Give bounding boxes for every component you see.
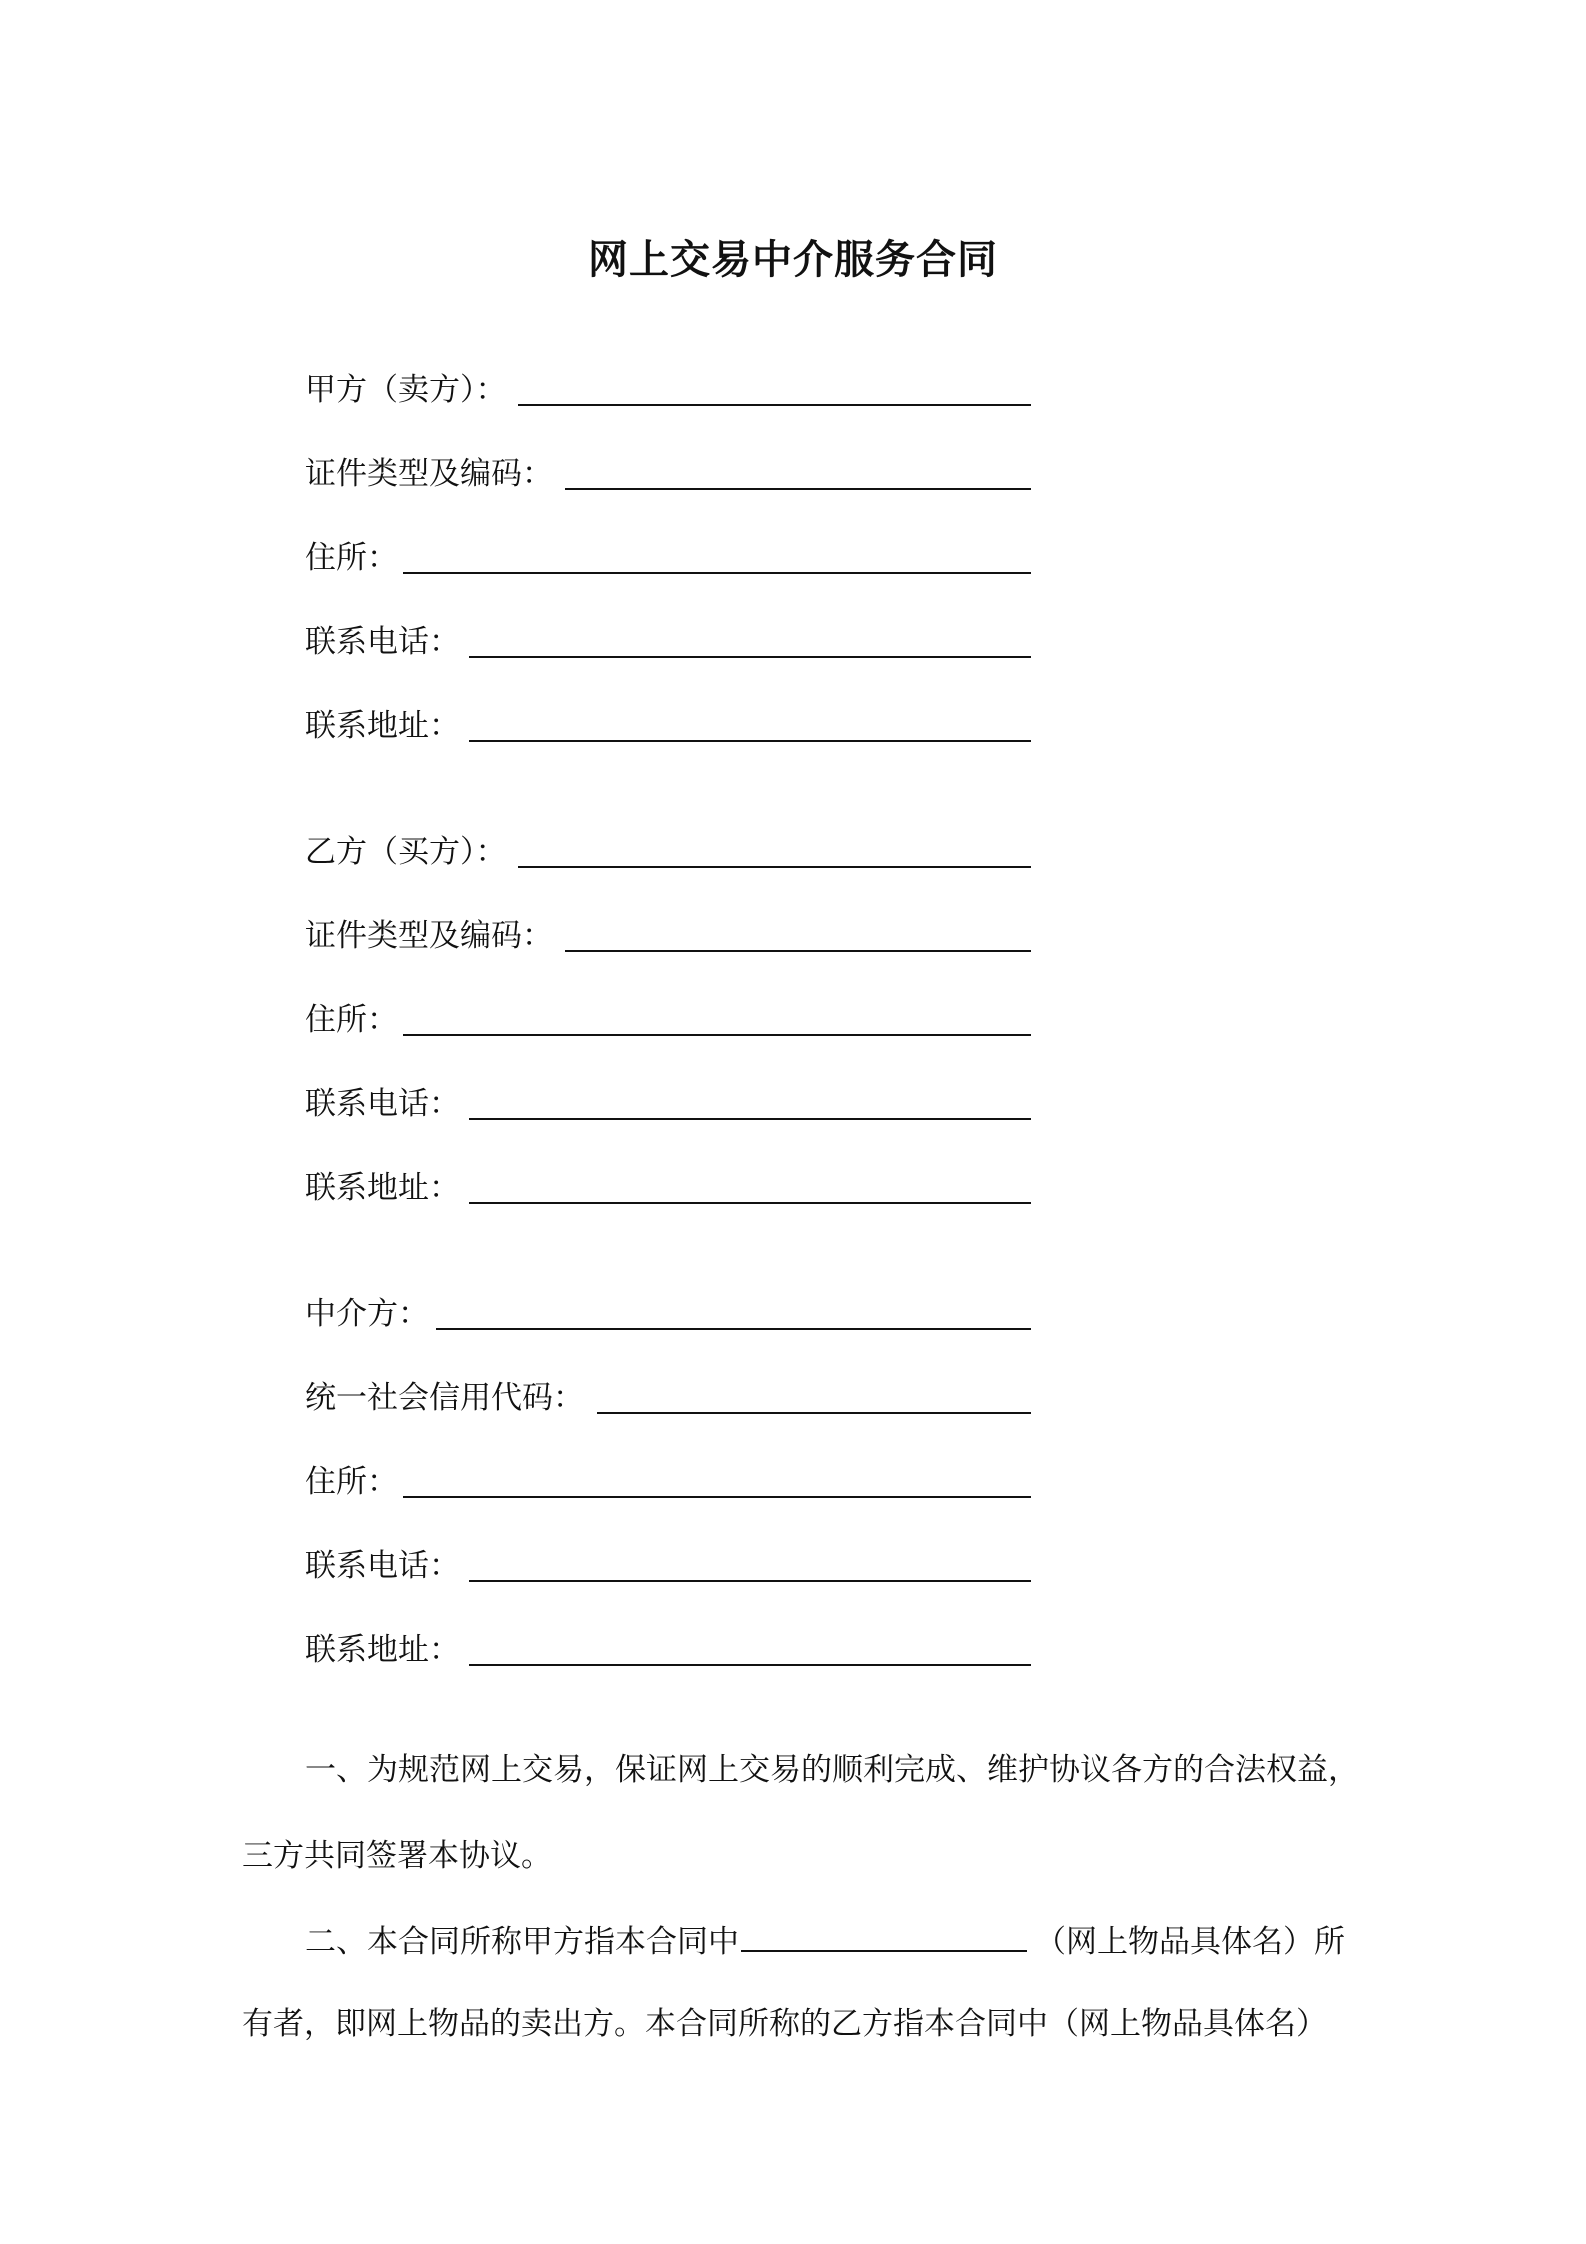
intermediary-name-input[interactable]: [436, 1328, 1031, 1330]
party-b-phone-input[interactable]: [469, 1118, 1031, 1120]
intermediary-credit-code-input[interactable]: [597, 1412, 1031, 1414]
party-a-residence-label: 住所：: [305, 540, 398, 576]
intermediary-address-field: [305, 1616, 1031, 1672]
party-b-address-field: [305, 1154, 1031, 1210]
party-b-name-label: 乙方（买方）：: [305, 834, 507, 870]
party-a-residence-field: [305, 524, 1031, 580]
party-a-address-input[interactable]: [469, 740, 1031, 742]
clause-2-text-after-blank: （网上物品具体名）所: [1035, 1924, 1345, 1960]
clause-2-line-2: 有者，即网上物品的卖出方。本合同所称的乙方指本合同中（网上物品具体名）: [242, 2006, 1327, 2042]
party-a-name-input[interactable]: [518, 404, 1031, 406]
party-b-address-input[interactable]: [469, 1202, 1031, 1204]
clause-2-line-1: [305, 1920, 1345, 1962]
intermediary-address-input[interactable]: [469, 1664, 1031, 1666]
party-a-id-label: 证件类型及编码：: [305, 456, 553, 492]
document-title: 网上交易中介服务合同: [588, 237, 998, 283]
party-a-residence-input[interactable]: [403, 572, 1031, 574]
party-b-phone-label: 联系电话：: [305, 1086, 460, 1122]
party-b-address-label: 联系地址：: [305, 1170, 460, 1206]
party-a-phone-label: 联系电话：: [305, 624, 460, 660]
party-a-name-label: 甲方（卖方）：: [305, 372, 507, 408]
intermediary-residence-field: [305, 1448, 1031, 1504]
party-a-phone-field: [305, 608, 1031, 664]
party-a-address-field: [305, 692, 1031, 748]
intermediary-phone-input[interactable]: [469, 1580, 1031, 1582]
party-b-name-field: [305, 818, 1031, 874]
party-a-id-field: [305, 440, 1031, 496]
clause-2-text-before-blank: 二、本合同所称甲方指本合同中: [305, 1924, 739, 1960]
intermediary-name-field: [305, 1280, 1031, 1336]
party-a-address-label: 联系地址：: [305, 708, 460, 744]
clause-1-line-1: 一、为规范网上交易，保证网上交易的顺利完成、维护协议各方的合法权益，: [305, 1752, 1359, 1788]
party-b-id-input[interactable]: [565, 950, 1031, 952]
intermediary-credit-code-label: 统一社会信用代码：: [305, 1380, 584, 1416]
intermediary-address-label: 联系地址：: [305, 1632, 460, 1668]
intermediary-credit-code-field: [305, 1364, 1031, 1420]
party-b-id-field: [305, 902, 1031, 958]
intermediary-phone-field: [305, 1532, 1031, 1588]
party-b-phone-field: [305, 1070, 1031, 1126]
intermediary-residence-label: 住所：: [305, 1464, 398, 1500]
intermediary-name-label: 中介方：: [305, 1296, 429, 1332]
party-a-phone-input[interactable]: [469, 656, 1031, 658]
party-b-residence-input[interactable]: [403, 1034, 1031, 1036]
intermediary-phone-label: 联系电话：: [305, 1548, 460, 1584]
party-a-name-field: [305, 356, 1031, 412]
party-a-id-input[interactable]: [565, 488, 1031, 490]
party-b-residence-field: [305, 986, 1031, 1042]
party-b-residence-label: 住所：: [305, 1002, 398, 1038]
party-b-name-input[interactable]: [518, 866, 1031, 868]
clause-1-line-2: 三方共同签署本协议。: [242, 1838, 552, 1874]
item-name-blank-input[interactable]: [741, 1920, 1027, 1952]
party-b-id-label: 证件类型及编码：: [305, 918, 553, 954]
intermediary-residence-input[interactable]: [403, 1496, 1031, 1498]
